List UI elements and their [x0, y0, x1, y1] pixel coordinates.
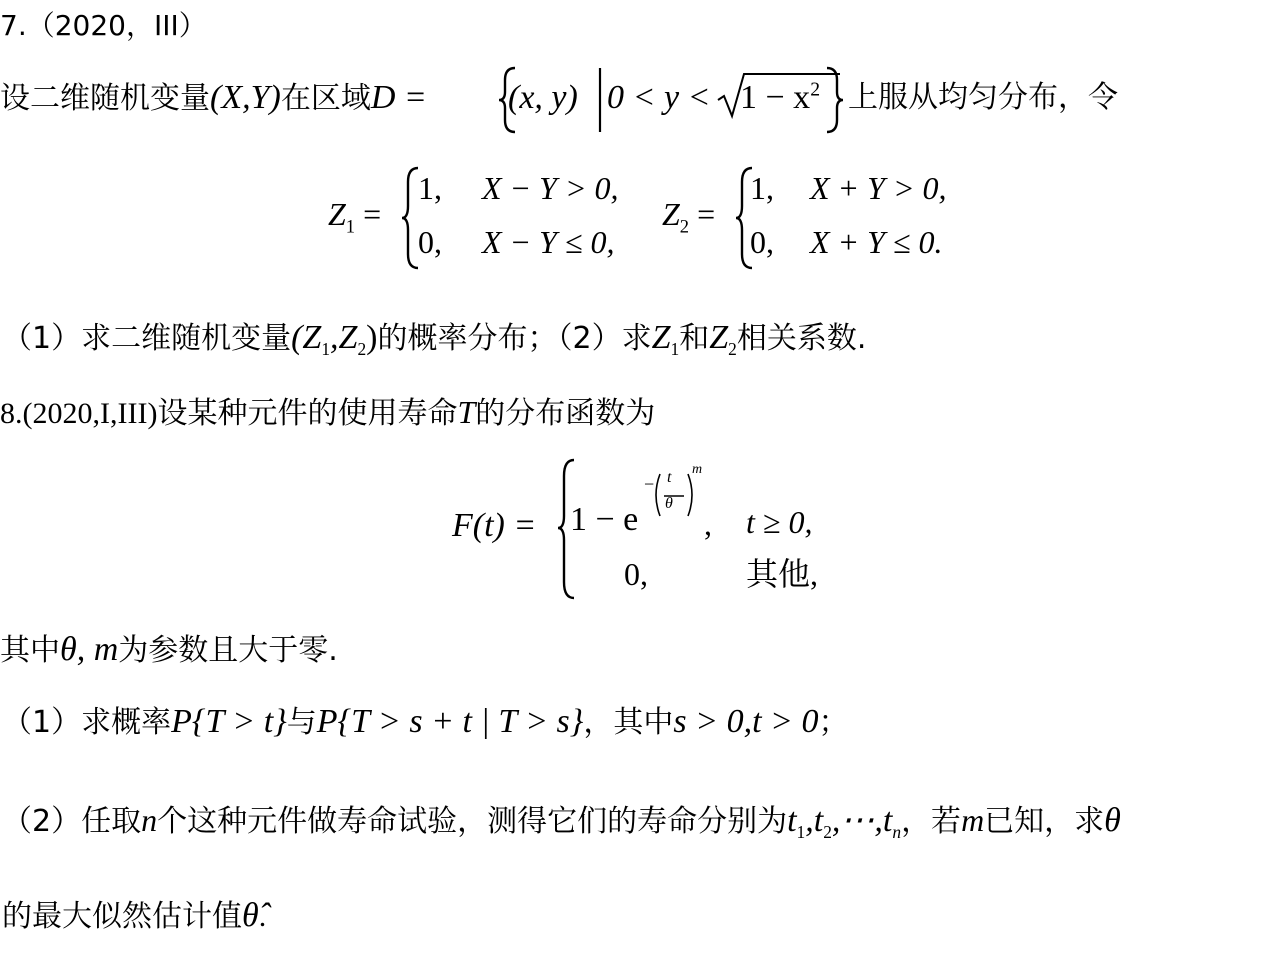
q7-pair-comma: ,Z: [330, 319, 358, 356]
q7-sqrt-text: 1 − x: [740, 79, 811, 116]
z1-r2-val: 0,: [418, 224, 442, 260]
q8-p2-line: [2, 800, 1121, 842]
q8-where-post: 为参数且大于零.: [118, 633, 338, 668]
q8-header: 8.(2020,I,III): [0, 397, 158, 430]
z1-r1-cond: X − Y > 0,: [482, 170, 619, 206]
q7-part1-end: 相关系数.: [736, 321, 867, 356]
z2-name: Z: [662, 196, 680, 232]
q8-p3-end: .: [258, 900, 267, 933]
q8-p2-label: （2）任取: [2, 804, 142, 839]
q8-p2-known: 已知，求: [984, 804, 1105, 839]
q7-z1: Z: [651, 319, 671, 356]
q8-exp-theta: θ: [665, 495, 673, 512]
z2-r2-val: 0,: [750, 224, 774, 260]
q7-z2-sub: 2: [728, 339, 737, 359]
q8-r1-comma: ,: [704, 506, 712, 542]
q7-xy: (X,Y): [210, 79, 281, 116]
q7-intro-line: [0, 78, 427, 119]
q8-exp-m: m: [692, 462, 703, 477]
q7-set-open: (x, y): [508, 79, 578, 116]
q8-intro: 设某种元件的使用寿命: [157, 396, 458, 431]
q7-intro-pre: 设二维随机变量: [0, 81, 210, 116]
q8-intro-post: 的分布函数为: [475, 396, 656, 431]
q8-p2-sub1: 1: [796, 822, 806, 842]
q7-set-cond: 0 < y <: [607, 79, 711, 116]
q8-p2-n: n: [141, 802, 158, 838]
q7-d-eq: D =: [370, 79, 427, 116]
z1-name: Z: [328, 196, 346, 232]
q8-p1-with: 与: [286, 705, 317, 740]
q8-where-pre: 其中: [0, 633, 60, 668]
q7-pair-open: (Z: [291, 319, 322, 356]
q7-header: 7.（2020，III）: [0, 9, 207, 42]
q7-z1-sub: 1: [670, 339, 680, 359]
q7-and: 和: [679, 321, 710, 356]
z2-eq: =: [697, 196, 716, 232]
q7-z2: Z: [709, 319, 729, 356]
q7-set-right-brace: [823, 66, 845, 134]
q7-pair-sub2: 2: [357, 339, 367, 359]
q8-p2-subn: n: [892, 822, 902, 842]
q7-part1-text: 的概率分布；（2）求: [377, 321, 652, 356]
q8-p3-line: [2, 896, 266, 937]
q8-p3-text: 的最大似然估计值: [2, 899, 242, 934]
q8-f-lhs: F(t) =: [452, 507, 537, 544]
q7-sqrt-body: [740, 78, 820, 118]
q8-p2-theta: θ: [1104, 802, 1121, 839]
q8-p1-cond: s > 0,t > 0: [673, 703, 819, 740]
q8-p2-m: m: [961, 802, 985, 838]
z1-eq: =: [363, 196, 382, 232]
q8-p1-end: ；: [818, 705, 849, 740]
q8-p2-t2: ,t: [805, 802, 824, 839]
q7-intro-post: 上服从均匀分布，令: [848, 80, 1118, 115]
q8-p2-sub2: 2: [823, 822, 832, 842]
z1-r2-cond: X − Y ≤ 0,: [482, 224, 615, 260]
z1-brace: [400, 166, 420, 270]
q8-p1-label: （1）求概率: [2, 705, 172, 740]
q8-r1-cond: t ≥ 0,: [746, 504, 813, 540]
q7-z-definitions: [322, 166, 982, 270]
q8-exp-parens: [652, 472, 702, 518]
q8-f-definition: [448, 456, 868, 602]
q8-p1-where: ，其中: [583, 705, 674, 740]
q8-p2-text: 个这种元件做寿命试验，测得它们的寿命分别为: [157, 804, 788, 839]
q8-r1-one: [570, 500, 638, 540]
z2-r1-cond: X + Y > 0,: [810, 170, 947, 206]
z1-lhs: [328, 194, 382, 238]
z2-sub: 2: [679, 216, 690, 238]
q7-in-region: 在区域: [280, 81, 371, 116]
q8-where-line: [0, 630, 338, 671]
q8-intro-line: [0, 392, 655, 434]
q7-pair-sub1: 1: [321, 339, 331, 359]
q7-pair-close: ): [366, 319, 378, 356]
q8-p1-expr2: P{T > s + t | T > s}: [316, 703, 584, 740]
q7-set-bar: [597, 68, 603, 132]
q8-p2-tn: ,⋯,t: [831, 802, 893, 839]
q8-exp-minus: −: [644, 474, 655, 494]
q8-p1-line: [2, 702, 848, 743]
q8-t: T: [457, 394, 476, 430]
z2-r2-cond: X + Y ≤ 0.: [810, 224, 943, 260]
q8-r2-val: 0,: [624, 556, 648, 592]
q8-p2-if: ，若: [901, 804, 962, 839]
q8-r1-one-text: 1 − e: [570, 501, 639, 538]
q8-where-params: θ, m: [60, 631, 119, 668]
q8-p1-expr1: P{T > t}: [171, 703, 287, 740]
z2-r1-val: 1,: [750, 170, 774, 206]
q7-sq-exp: 2: [810, 78, 821, 101]
q8-exp-t: t: [667, 469, 672, 486]
q8-p2-t1: t: [787, 802, 797, 839]
q8-p3-theta-hat: θ̂: [242, 897, 259, 934]
z2-lhs: [662, 194, 716, 238]
z1-sub: 1: [345, 216, 356, 238]
q7-parts-line: [2, 318, 866, 359]
q7-part1-label: （1）求二维随机变量: [2, 321, 292, 356]
q8-r2-cond: 其他,: [746, 556, 819, 592]
z1-r1-val: 1,: [418, 170, 442, 206]
